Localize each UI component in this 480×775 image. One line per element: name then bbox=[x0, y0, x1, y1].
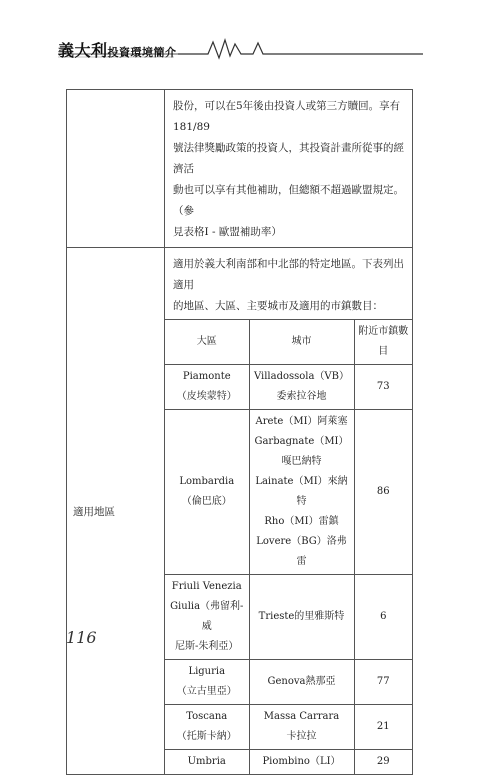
column-header-city: 城市 bbox=[249, 320, 354, 365]
count-cell: 73 bbox=[354, 365, 412, 410]
city-line: Villadossola（VB） bbox=[253, 371, 350, 382]
applicable-content-cell bbox=[165, 248, 413, 775]
city-cell bbox=[249, 365, 354, 410]
region-cell bbox=[165, 365, 249, 410]
city-line: 委索拉谷地 bbox=[276, 391, 327, 402]
region-line: 尼斯-朱利亞） bbox=[175, 641, 239, 652]
region-line: （倫巴底） bbox=[181, 496, 232, 507]
city-line: 卡拉拉 bbox=[286, 731, 317, 742]
applicable-row bbox=[67, 248, 413, 775]
table-row bbox=[165, 410, 412, 575]
region-line: Toscana bbox=[186, 711, 228, 722]
intro-line: 的地區、大區、主要城市及適用的市鎮數目： bbox=[173, 300, 383, 312]
region-line: Giulia（弗留利-威 bbox=[170, 601, 244, 632]
header-title bbox=[58, 38, 177, 61]
top-line: 見表格I - 歐盟補助率） bbox=[173, 226, 282, 238]
region-cell bbox=[165, 410, 249, 575]
top-content-cell bbox=[165, 90, 413, 248]
column-header-region: 大區 bbox=[165, 320, 249, 365]
top-line: 股份，可以在5年後由投資人或第三方贖回。享有181/89 bbox=[173, 100, 401, 133]
city-line: Trieste的里雅斯特 bbox=[258, 611, 345, 622]
region-line: Piamonte bbox=[182, 371, 231, 382]
count-cell: 77 bbox=[354, 660, 412, 705]
top-line: 動也可以享有其他補助，但總額不超過歐盟規定。（參 bbox=[173, 184, 404, 217]
city-cell bbox=[249, 705, 354, 750]
city-cell bbox=[249, 660, 354, 705]
header-title-sub: 投資環境簡介 bbox=[107, 46, 177, 59]
page-number: 116 bbox=[66, 628, 97, 647]
table-row bbox=[165, 575, 412, 660]
count-cell: 21 bbox=[354, 705, 412, 750]
region-cell bbox=[165, 705, 249, 750]
table-row bbox=[165, 365, 412, 410]
applicable-label-cell bbox=[67, 248, 165, 775]
region-cell bbox=[165, 660, 249, 705]
column-header-count: 附近市鎮數目 bbox=[354, 320, 412, 365]
city-line: Lovere（BG）洛弗雷 bbox=[256, 536, 347, 567]
table-row bbox=[165, 705, 412, 750]
city-cell bbox=[249, 575, 354, 660]
city-line: Massa Carrara bbox=[263, 711, 340, 722]
city-line: Lainate（MI）來納特 bbox=[255, 476, 348, 507]
top-paragraph bbox=[165, 90, 412, 247]
page-header bbox=[58, 34, 423, 60]
top-label-cell bbox=[67, 90, 165, 248]
count-cell: 29 bbox=[354, 750, 412, 775]
intro-line: 適用於義大利南部和中北部的特定地區。下表列出適用 bbox=[173, 258, 404, 291]
region-line: （托斯卡納） bbox=[176, 731, 237, 742]
incentive-table bbox=[66, 89, 413, 775]
city-line: Garbagnate（MI） bbox=[254, 436, 349, 447]
region-cell bbox=[165, 575, 249, 660]
city-line: Arete（MI）阿萊塞 bbox=[255, 416, 348, 427]
city-line: Rho（MI）雷鎮 bbox=[264, 516, 339, 527]
count-cell: 86 bbox=[354, 410, 412, 575]
top-line: 號法律獎勵政策的投資人，其投資計畫所從事的經濟活 bbox=[173, 142, 404, 175]
count-cell: 6 bbox=[354, 575, 412, 660]
header-title-main: 義大利 bbox=[58, 41, 108, 60]
city-line: Piombino（LI） bbox=[262, 756, 341, 767]
city-cell bbox=[249, 750, 354, 775]
region-cell bbox=[165, 750, 249, 775]
applicable-label: 適用地區 bbox=[73, 505, 115, 518]
region-table bbox=[165, 319, 412, 774]
region-table-header bbox=[165, 320, 412, 365]
city-line: Genova熱那亞 bbox=[267, 676, 336, 687]
top-row bbox=[67, 90, 413, 248]
region-line: Lombardia bbox=[179, 476, 235, 487]
region-line: Friuli Venezia bbox=[171, 581, 242, 592]
region-line: Umbria bbox=[187, 756, 226, 767]
region-line: （立古里亞） bbox=[176, 686, 237, 697]
city-line: 嘎巴納特 bbox=[281, 456, 322, 467]
table-row bbox=[165, 750, 412, 775]
region-line: Liguria bbox=[188, 666, 226, 677]
table-row bbox=[165, 660, 412, 705]
region-line: （皮埃蒙特） bbox=[176, 391, 237, 402]
city-cell bbox=[249, 410, 354, 575]
intro-paragraph bbox=[165, 248, 412, 319]
